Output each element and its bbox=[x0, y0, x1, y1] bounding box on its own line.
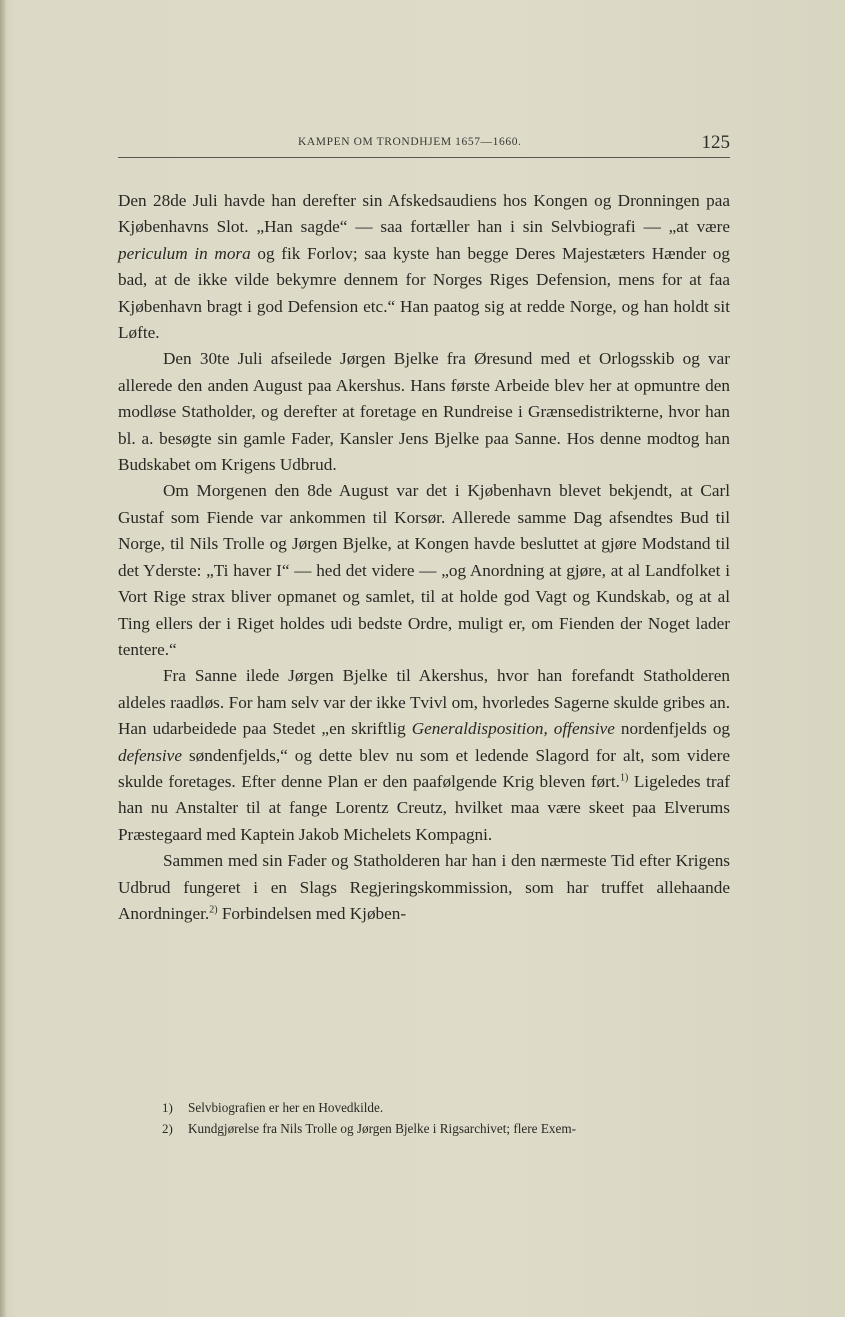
page-number: 125 bbox=[701, 132, 730, 153]
italic-phrase: periculum in mora bbox=[118, 243, 251, 263]
paragraph: Fra Sanne ilede Jørgen Bjelke til Akershus, hvor han forefandt Statholderen aldeles raadløs. For ham selv var der ikke Tvivl om, hvorledes Sagerne skulde gribes an. Han udarbeidede paa Stedet „en skriftlig Generaldisposition, offensive nordenfjelds og defensive søndenfjelds,“ og dette blev nu som et ledende Slagord for alt, som videre skulde foretages. Efter denne Plan er den paafølgende Krig bleven ført.$^{1)}$ Ligeledes traf han nu Anstalter til at fange Lorentz Creutz, hvilket maa være skeet paa Elverums Præstegaard med Kaptein Jakob Michelets Kompagni. bbox=[118, 666, 731, 844]
paragraph: Sammen med sin Fader og Statholderen har han i den nærmeste Tid efter Krigens Udbrud fungeret i en Slags Regjeringskommission, som har truffet allehaande Anordninger.$^{2)}$ Forbindelsen med Kjøben- bbox=[118, 851, 730, 923]
footnote-mark: 1) bbox=[162, 1100, 173, 1115]
footnote-text: Selvbiografien er her en Hovedkilde. bbox=[188, 1100, 384, 1115]
paragraph: Om Morgenen den 8de August var det i Kjøbenhavn blevet bekjendt, at Carl Gustaf som Fiende var ankommen til Korsør. Allerede samme Dag afsendtes Bud til Norge, til Nils Trolle og Jørgen Bjelke, at Kongen havde besluttet at gjøre Modstand til det Yderste: „Ti haver I“ — hed det videre — „og Anordning at gjøre, at al Landfolket i Vort Rige strax bliver opmanet og samlet, til at holde god Vagt og Kundskab, og at al Ting ellers der i Riget holdes udi bedste Ordre, muligt er, om Fienden der Noget lader tentere.“ bbox=[118, 481, 730, 659]
footnote bbox=[162, 1097, 732, 1118]
footnote-ref: 2) bbox=[209, 904, 218, 916]
body-text bbox=[118, 188, 730, 927]
running-head: KAMPEN OM TRONDHJEM 1657—1660. bbox=[298, 136, 522, 148]
paragraph: Den 28de Juli havde han derefter sin Afskedsaudiens hos Kongen og Dronningen paa Kjøbenhavns Slot. „Han sagde“ — saa fortæller han i sin Selvbiografi — „at være periculum in mora og fik Forlov; saa kyste han begge Deres Majestæters Hænder og bad, at de ikke vilde bekymre dennem for Norges Riges Defension, mens for at faa Kjøbenhavn bragt i god Defension etc.“ Han paatog sig at redde Norge, og han holdt sit Løfte. bbox=[118, 191, 730, 343]
paragraph: Den 30te Juli afseilede Jørgen Bjelke fra Øresund med et Orlogsskib og var allerede den anden August paa Akershus. Hans første Arbeide blev her at opmuntre den modløse Statholder, og derefter at foretage en Rundreise i Grænsedistrikterne, hvor han bl. a. besøgte sin gamle Fader, Kansler Jens Bjelke paa Sanne. Hos denne modtog han Budskabet om Krigens Udbrud. bbox=[118, 349, 730, 475]
italic-phrase: defensive bbox=[118, 745, 182, 765]
header-rule bbox=[118, 157, 730, 158]
page-header bbox=[118, 132, 730, 160]
footnotes bbox=[162, 1097, 732, 1139]
page-binding-edge bbox=[0, 0, 6, 1317]
footnote-text: Kundgjørelse fra Nils Trolle og Jørgen Bjelke i Rigsarchivet; flere Exem- bbox=[188, 1121, 576, 1136]
footnote-mark: 2) bbox=[162, 1121, 173, 1136]
footnote bbox=[162, 1118, 732, 1139]
footnote-ref: 1) bbox=[619, 772, 629, 784]
italic-phrase: Generaldisposition, offensive bbox=[411, 719, 615, 739]
